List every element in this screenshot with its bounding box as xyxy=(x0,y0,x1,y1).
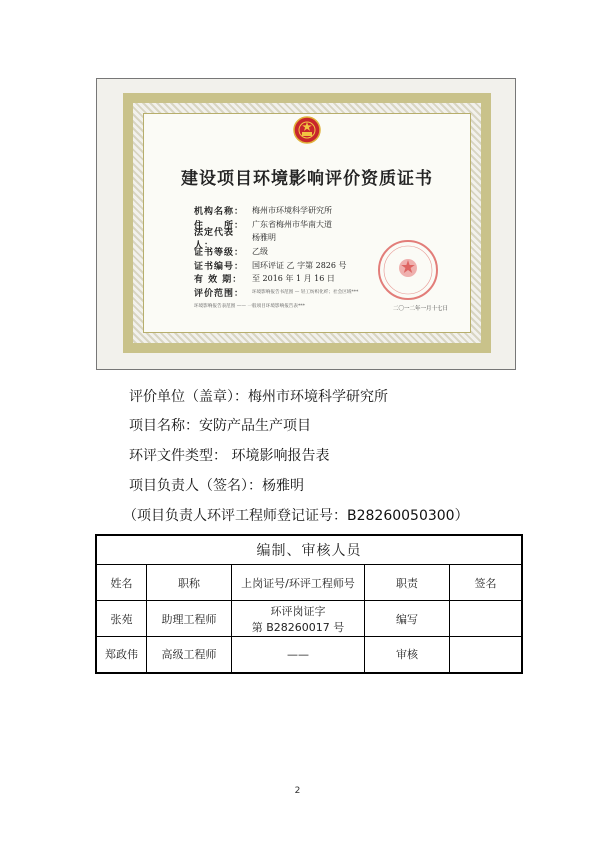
certificate-body xyxy=(143,113,471,333)
field-label: 住 所： xyxy=(194,220,245,231)
field-label: 法定代表人： xyxy=(194,227,235,251)
header-duty: 职责 xyxy=(365,565,450,601)
cell-duty: 审核 xyxy=(365,637,450,673)
certificate-field xyxy=(194,258,358,272)
table-caption: 编制、审核人员 xyxy=(96,535,522,565)
cell-name: 张苑 xyxy=(96,601,147,637)
cell-title: 高级工程师 xyxy=(147,637,232,673)
header-name: 姓名 xyxy=(96,565,147,601)
header-cert: 上岗证号/环评工程师号 xyxy=(232,565,365,601)
document-type: 环评文件类型： 环境影响报告表 xyxy=(129,448,330,464)
official-seal-icon xyxy=(376,238,440,302)
personnel-table xyxy=(95,534,523,674)
page-number: 2 xyxy=(294,786,301,796)
national-emblem-icon xyxy=(293,116,321,144)
cell-title: 助理工程师 xyxy=(147,601,232,637)
header-title: 职称 xyxy=(147,565,232,601)
certificate-fields xyxy=(194,204,358,313)
leader-cert-number: （项目负责人环评工程师登记证号：B28260050300） xyxy=(123,508,469,524)
cell-sign[interactable] xyxy=(450,601,523,637)
certificate-image xyxy=(96,78,516,370)
certificate-field xyxy=(194,286,358,300)
field-label: 评价范围： xyxy=(194,288,245,299)
certificate-scope-note-row xyxy=(194,299,358,313)
field-value: 国环评证 乙 字第 2826 号 xyxy=(252,260,347,270)
cell-sign[interactable] xyxy=(450,637,523,673)
project-name: 项目名称：安防产品生产项目 xyxy=(129,418,311,434)
field-label: 有 效 期： xyxy=(194,275,243,286)
table-header-row xyxy=(96,565,522,601)
cell-cert: —— xyxy=(232,637,365,673)
field-value: 梅州市环境科学研究所 xyxy=(252,206,332,216)
project-leader: 项目负责人（签名）：杨雅明 xyxy=(129,478,304,494)
field-label: 证书编号： xyxy=(194,261,245,272)
field-value: 至 2016 年 1 月 16 日 xyxy=(252,274,335,284)
field-value: 环境影响报告书范围 — 轻工纺织化纤；社会区域*** xyxy=(252,290,359,296)
evaluation-unit: 评价单位（盖章）：梅州市环境科学研究所 xyxy=(129,389,388,405)
scope-note: 环境影响报告表范围 —— 一般项目环境影响报告表*** xyxy=(194,303,305,309)
certificate-title: 建设项目环境影响评价资质证书 xyxy=(181,169,433,189)
certificate-field xyxy=(194,245,358,259)
field-label: 机构名称： xyxy=(194,207,245,218)
table-row xyxy=(96,601,522,637)
field-value: 杨雅明 xyxy=(252,233,276,243)
certificate-field xyxy=(194,272,358,286)
field-value: 乙级 xyxy=(252,247,268,257)
field-value: 广东省梅州市华南大道 xyxy=(252,219,332,229)
header-sign: 签名 xyxy=(450,565,523,601)
certificate-border xyxy=(123,93,491,353)
certificate-field xyxy=(194,204,358,218)
issue-date: 二〇一二年一月十七日 xyxy=(392,306,448,312)
table-row xyxy=(96,637,522,673)
cell-cert: 环评岗证字 第 B28260017 号 xyxy=(232,601,365,637)
cell-duty: 编写 xyxy=(365,601,450,637)
field-label: 证书等级： xyxy=(194,248,245,259)
certificate-field xyxy=(194,227,358,251)
cell-name: 郑政伟 xyxy=(96,637,147,673)
